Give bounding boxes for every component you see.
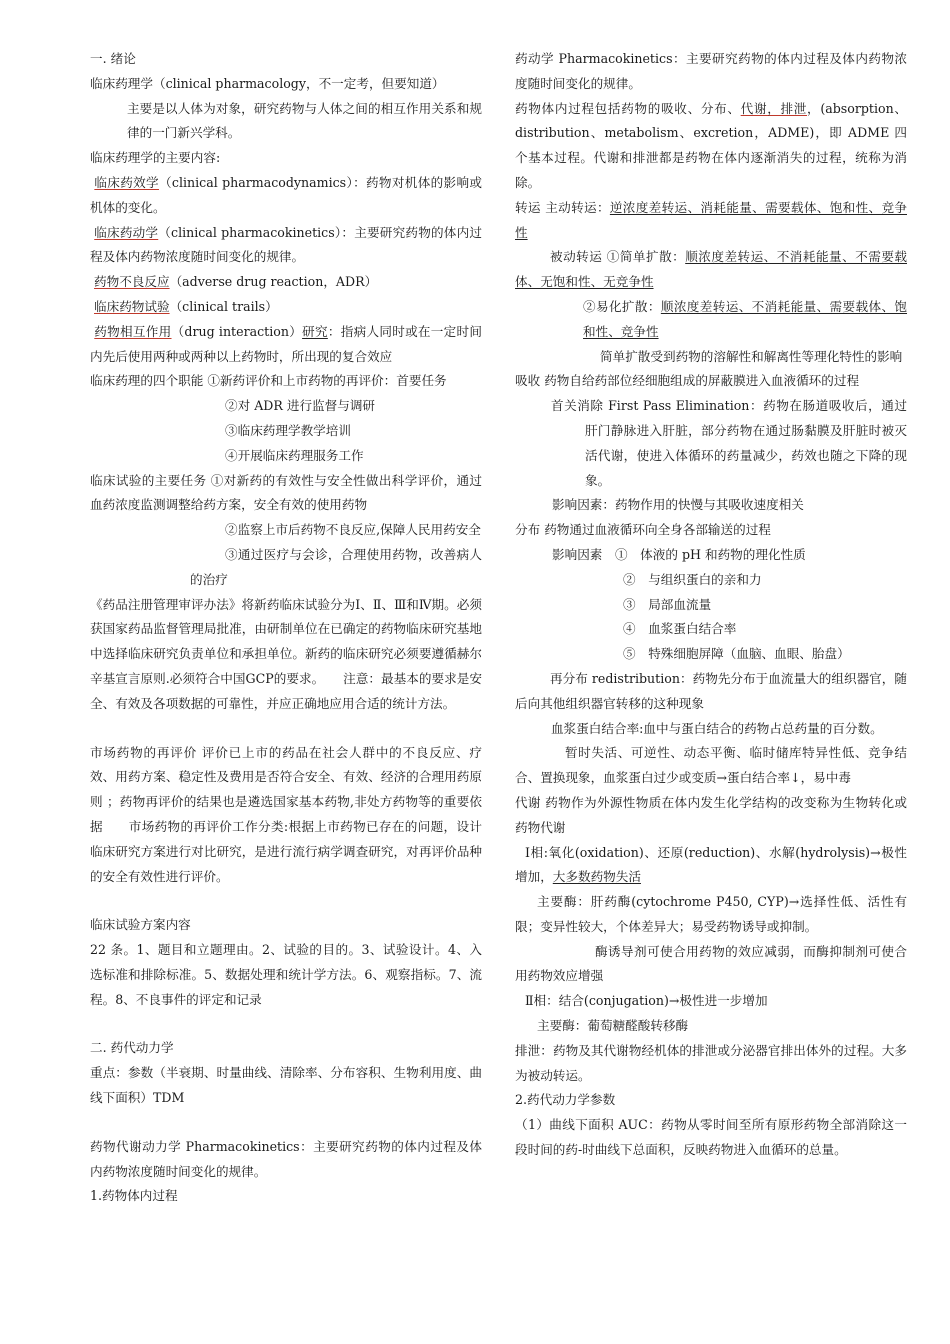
binding-note: 暂时失活、可逆性、动态平衡、临时储库特异性低、竞争结合、置换现象，血浆蛋白过少或变质→蛋白结合率↓，易中毒 <box>515 745 907 786</box>
section-heading-intro: 一. 绪论 <box>90 51 136 66</box>
phase-one <box>515 841 907 891</box>
phase-one-underlined: 大多数药物失活 <box>552 869 641 885</box>
term-pharmacokinetics: 临床药动学 <box>94 224 159 240</box>
item-interaction <box>90 320 482 370</box>
trial-plan-body: 22 条。1、题目和立题理由。2、试验的目的。3、试验设计。4、入选标准和排除标准。5、数据处理和统计学方法。6、观察指标。7、流程。8、不良事件的评定和记录 <box>90 942 482 1007</box>
definition-body: 主要是以人体为对象，研究药物与人体之间的相互作用关系和规律的一门新兴学科。 <box>127 100 482 141</box>
active-label: 转运 主动转运： <box>515 199 610 215</box>
excretion: 排泄：药物及其代谢物经机体的排泄或分泌器官排出体外的过程。大多为被动转运。 <box>515 1042 907 1083</box>
item-pharmacokinetics <box>90 221 482 271</box>
metabolism: 代谢 药物作为外源性物质在体内发生化学结构的改变称为生物转化或药物代谢 <box>515 794 907 835</box>
text-interaction-study: 研究 <box>302 323 328 339</box>
auc-paragraph: （1）曲线下面积 AUC：药物从零时间至所有原形药物全部消除这一段时间的药-时曲线下总面积，反映药物进入血循环的总量。 <box>515 1117 907 1158</box>
active-transport <box>515 196 907 246</box>
text-pharmacokinetics: （clinical pharmacokinetics）：主要研究药物的体内过程及体内药物浓度随时间变化的规律。 <box>90 224 483 265</box>
facilitated-diffusion <box>515 295 907 345</box>
key-points: 重点：参数（半衰期、时量曲线、清除率、分布容积、生物利用度、曲线下面积）TDM <box>90 1065 482 1106</box>
task-2: ②监察上市后药物不良反应,保障人民用药安全 <box>225 522 481 538</box>
subheading-parameters: 2.药代动力学参数 <box>515 1092 616 1108</box>
task-3: ③通过医疗与会诊，合理使用药物，改善病人的治疗 <box>190 546 482 587</box>
adme-underlined: 代谢，排泄 <box>740 100 808 116</box>
function-4: ④开展临床药理服务工作 <box>225 447 364 463</box>
adme-text-b: ，(absorption、distribution、metabolism、excretion，ADME)，即 ADME 四个基本过程。代谢和排泄都是药物在体内逐渐消失的过程，统称为消除。 <box>515 100 907 190</box>
term-interaction: 药物相互作用 <box>94 323 172 339</box>
pk-definition: 药物代谢动力学 Pharmacokinetics：主要研究药物的体内过程及体内药物浓度随时间变化的规律。 <box>90 1138 482 1179</box>
facilitated-label: ②易化扩散： <box>583 298 661 314</box>
item-pharmacodynamics <box>90 171 482 221</box>
definition-title: 临床药理学（clinical pharmacology，不一定考，但要知道） <box>90 75 445 91</box>
distribution: 分布 药物通过血液循环向全身各部输送的过程 <box>515 522 771 538</box>
right-column <box>515 47 907 1163</box>
trial-plan-title: 临床试验方案内容 <box>90 917 191 933</box>
section-heading-pk: 二. 药代动力学 <box>90 1040 174 1056</box>
simple-diffusion-note: 简单扩散受到药物的溶解性和解离性等理化特性的影响 <box>600 348 903 364</box>
left-column <box>90 47 482 1209</box>
plasma-protein-binding: 血浆蛋白结合率:血中与蛋白结合的药物占总药量的百分数。 <box>551 720 883 736</box>
distribution-factor-2: ② 与组织蛋白的亲和力 <box>623 571 762 587</box>
distribution-factor-3: ③ 局部血流量 <box>623 596 712 612</box>
term-pharmacodynamics: 临床药效学 <box>94 174 159 190</box>
phase-one-text: Ⅰ相:氧化(oxidation)、还原(reduction)、水解(hydrolysis)→极性增加， <box>515 844 907 885</box>
text-adr: （adverse drug reaction，ADR） <box>169 274 378 290</box>
market-reevaluation-paragraph: 市场药物的再评价 评价已上市的药品在社会人群中的不良反应、疗效、用药方案、稳定性及费用是否符合安全、有效、经济的合理用药原则 ；药物再评价的结果也是遴选国家基本药物,非处方药物等的重要依据 市场药物的再评价工作分类:根据上市药物已存在的问题，设计临床研究方案进行对比研究，是进行流行病学调查研究，对再评价品种的安全有效性进行评价。 <box>90 744 482 884</box>
item-trials <box>90 295 482 320</box>
redistribution: 再分布 redistribution：药物先分布于血流量大的组织器官，随后向其他组织器官转移的这种现象 <box>515 670 907 711</box>
text-trials: （clinical trails） <box>169 298 278 314</box>
text-interaction: ：指病人同时或在一定时间内先后使用两种或两种以上药物时，所出现的复合效应 <box>90 323 483 364</box>
facilitated-features: 顺浓度差转运、不消耗能量、需要载体、饱和性、竞争性 <box>583 298 908 339</box>
passive-transport <box>515 245 907 295</box>
absorption: 吸收 药物自给药部位经细胞组成的屏蔽膜进入血液循环的过程 <box>515 373 860 389</box>
text-interaction-en: （drug interaction） <box>171 323 303 339</box>
phase-two: Ⅱ相：结合(conjugation)→极性进一步增加 <box>525 993 768 1009</box>
distribution-factor-5: ⑤ 特殊细胞屏障（血脑、血眼、胎盘） <box>623 646 850 662</box>
adme-paragraph <box>515 97 907 196</box>
item-adr <box>90 270 482 295</box>
function-3: ③临床药理学教学培训 <box>225 422 351 438</box>
content-title: 临床药理学的主要内容: <box>90 150 221 166</box>
task-1: 临床试验的主要任务 ①对新药的有效性与安全性做出科学评价，通过血药浓度监测调整给药方案，安全有效的使用药物 <box>90 472 482 513</box>
term-adr: 药物不良反应 <box>94 274 170 290</box>
enzyme-induction-note: 酶诱导剂可使合用药物的效应减弱，而酶抑制剂可使合用药物效应增强 <box>515 943 907 984</box>
passive-label: 被动转运 ①简单扩散： <box>550 249 686 265</box>
active-features: 逆浓度差转运、消耗能量、需要载体、饱和性、竞争性 <box>515 199 907 240</box>
subheading-process: 1.药物体内过程 <box>90 1188 178 1204</box>
term-trials: 临床药物试验 <box>94 298 170 314</box>
passive-features: 顺浓度差转运、不消耗能量、不需要载体、无饱和性、无竞争性 <box>515 249 907 290</box>
text-pharmacodynamics: （clinical pharmacodynamics）：药物对机体的影响或机体的变化。 <box>90 174 482 215</box>
function-2: ②对 ADR 进行监督与调研 <box>225 398 376 414</box>
absorption-factors: 影响因素：药物作用的快慢与其吸收速度相关 <box>552 497 804 513</box>
registration-paragraph: 《药品注册管理审评办法》将新药临床试验分为Ⅰ、Ⅱ、Ⅲ和Ⅳ期。必须获国家药品监督管理局批准，由研制单位在已确定的药物临床研究基地中选择临床研究负责单位和承担单位。新药的临床研究必须要遵循赫尔辛基宣言原则.必须符合中国GCP的要求。 注意：最基本的要求是安全、有效及各项数据的可靠性，并应正确地应用合适的统计方法。 <box>90 596 482 711</box>
pk-definition-right: 药动学 Pharmacokinetics：主要研究药物的体内过程及体内药物浓度随时间变化的规律。 <box>515 51 907 91</box>
adme-text-a: 药物体内过程包括药物的吸收、分布、 <box>515 100 741 116</box>
main-enzyme-cyp: 主要酶：肝药酶(cytochrome P450, CYP)→选择性低、活性有限；变异性较大，个体差异大；易受药物诱导或抑制。 <box>515 894 907 934</box>
first-pass-elimination: 首关消除 First Pass Elimination：药物在肠道吸收后，通过肝门静脉进入肝脏，部分药物在通过肠黏膜及肝脏时被灭活代谢，使进入体循环的药量减少，药效也随之下降的现象。 <box>551 398 907 488</box>
function-1: 临床药理的四个职能 ①新药评价和上市药物的再评价：首要任务 <box>90 373 447 389</box>
distribution-factor-4: ④ 血浆蛋白结合率 <box>623 621 737 637</box>
distribution-factor-1: 影响因素 ① 体液的 pH 和药物的理化性质 <box>552 546 806 562</box>
main-enzyme-ugt: 主要酶：葡萄糖醛酸转移酶 <box>537 1018 689 1034</box>
